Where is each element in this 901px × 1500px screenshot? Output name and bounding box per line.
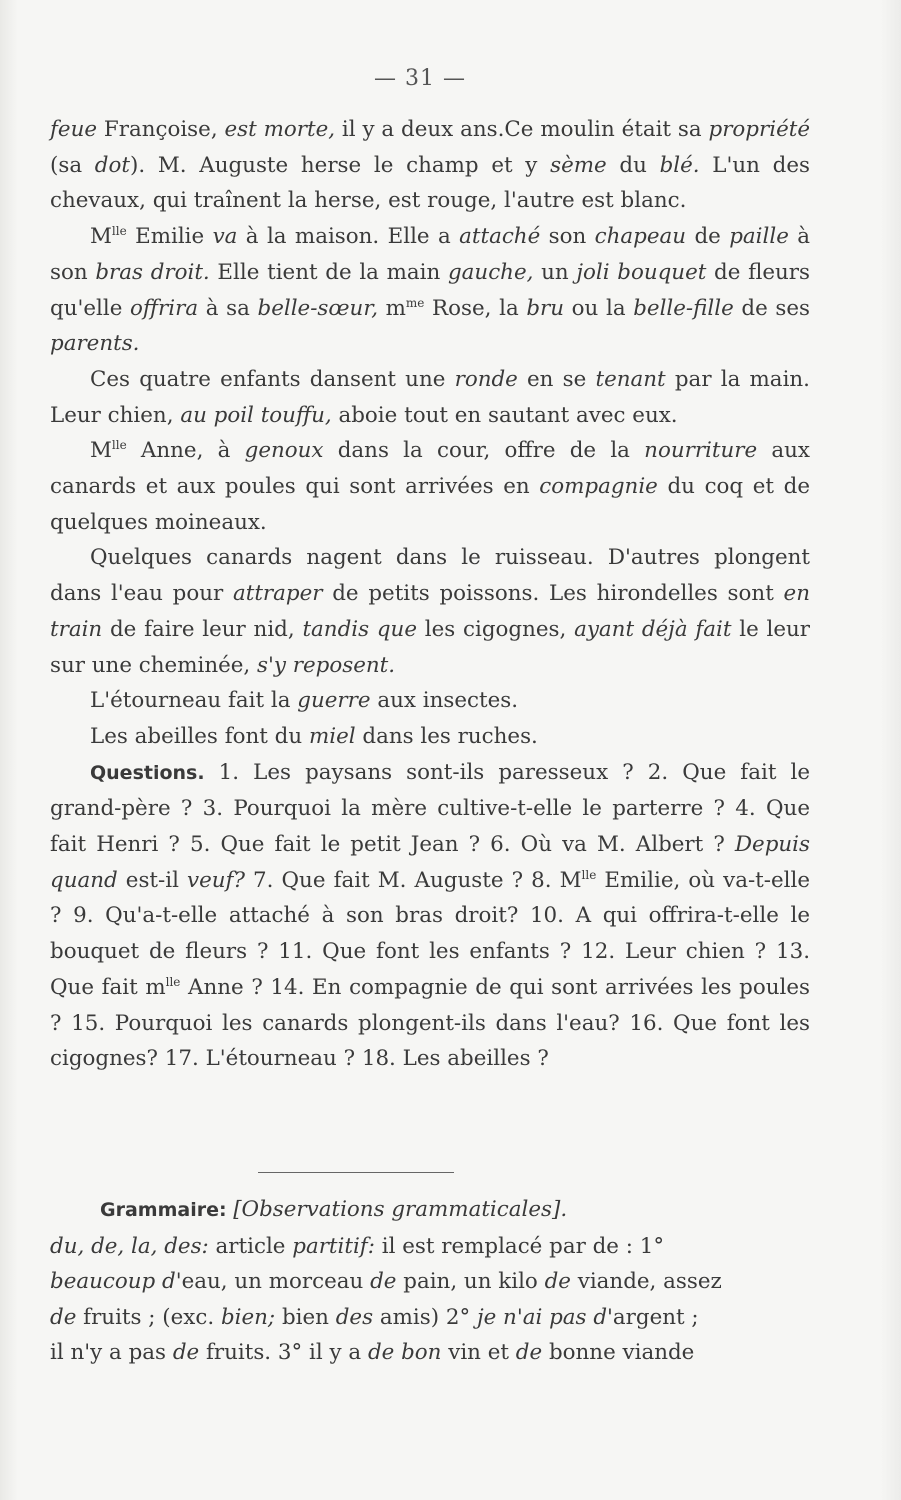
section-divider <box>258 1172 454 1173</box>
text-run: de faire leur nid, <box>102 616 303 642</box>
text-run: aboie tout en sautant avec eux. <box>331 402 678 428</box>
italic-text: va <box>212 224 238 250</box>
text-run: viande, assez <box>570 1269 722 1294</box>
italic-text: guerre <box>297 688 371 714</box>
text-run: Les abeilles font du <box>90 723 309 749</box>
text-run: Elle tient de la main <box>209 259 448 285</box>
italic-text: genoux <box>244 438 324 464</box>
italic-text: dot <box>94 152 130 178</box>
italic-text: ayant déjà fait <box>574 616 732 642</box>
grammar-subtitle: [Observations grammaticales]. <box>233 1197 568 1222</box>
text-run: bien <box>275 1304 336 1330</box>
italic-text: feue <box>50 117 98 142</box>
text-run: fruits. 3° il y a <box>199 1340 368 1365</box>
italic-text: attraper <box>232 581 323 607</box>
paragraph <box>50 540 810 683</box>
text-run: Quelques canards nagent dans le ruisseau. D'autres plongent dans l'eau pour <box>50 545 810 607</box>
superscript: lle <box>111 438 127 453</box>
text-run: son <box>540 224 595 250</box>
text-run: 7. Que fait M. Auguste ? 8. M <box>244 867 582 893</box>
superscript: me <box>405 295 425 310</box>
italic-text: nourriture <box>644 438 758 464</box>
italic-text: compagnie <box>539 474 658 500</box>
text-run: le leur sur une cheminée, <box>50 616 811 678</box>
text-run: argent ; <box>612 1304 699 1330</box>
text-run: de fleurs qu'elle <box>50 259 811 321</box>
questions-label: Questions. <box>90 761 205 784</box>
italic-text: en train <box>50 581 810 642</box>
text-run: M <box>90 438 112 464</box>
italic-text: bras droit. <box>95 259 210 285</box>
text-run: de petits poissons. Les hirondelles sont <box>322 581 784 607</box>
italic-text: gauche, <box>447 259 534 285</box>
text-run: il est remplacé par de : 1° <box>374 1233 665 1259</box>
grammar-line <box>50 1264 820 1300</box>
text-run: ). M. Auguste herse le champ et y <box>129 152 551 178</box>
text-run: en se <box>517 366 596 392</box>
italic-text: belle-fille <box>633 295 734 321</box>
superscript: lle <box>581 867 597 882</box>
italic-text: de <box>50 1304 77 1330</box>
text-run: Emilie, où va-t-elle ? 9. Qu'a-t-elle attaché à son bras droit? 10. A qui offrira-t-elle le bouquet de fleurs ? 11. Que font les enfants ? 12. Leur chien ? 13. Que fait m <box>50 867 810 1000</box>
italic-text: du, de, la, des: <box>50 1233 209 1259</box>
italic-text: Depuis quand <box>50 832 810 893</box>
text-run: Rose, la <box>424 295 527 321</box>
italic-text: de <box>515 1340 543 1365</box>
text-run: m <box>378 295 406 321</box>
text-run: de ses <box>733 295 810 321</box>
italic-text: tandis que <box>302 616 417 642</box>
text-run: du <box>606 152 660 178</box>
italic-text: attaché <box>459 224 541 250</box>
italic-text: paille <box>729 224 789 250</box>
text-run: il y a deux ans.Ce moulin était sa <box>335 117 709 142</box>
text-run: L'un des chevaux, qui traînent la herse, est rouge, l'autre est blanc. <box>50 152 810 214</box>
italic-text: beaucoup d' <box>50 1269 182 1294</box>
text-run: de <box>686 224 730 250</box>
text-run: aux canards et aux poules qui sont arrivées en <box>50 438 810 500</box>
italic-text: de <box>544 1269 571 1294</box>
paragraph <box>50 755 810 1077</box>
text-run: amis) 2° <box>373 1304 477 1330</box>
italic-text: au poil touffu, <box>180 402 332 428</box>
paragraph <box>50 433 810 540</box>
italic-text: des <box>335 1304 374 1330</box>
grammar-line <box>50 1335 820 1371</box>
italic-text: chapeau <box>594 224 687 250</box>
italic-text: de <box>172 1340 200 1365</box>
text-run: fruits ; (exc. <box>76 1304 221 1330</box>
text-run: ou la <box>564 295 634 321</box>
italic-text: bien; <box>220 1304 276 1330</box>
paragraph <box>50 362 810 433</box>
italic-text: je n'ai pas d' <box>476 1304 613 1330</box>
text-run: est-il <box>117 867 188 893</box>
italic-text: est morte, <box>224 117 336 142</box>
text-run: (sa <box>50 152 95 178</box>
text-run: L'étourneau fait la <box>90 688 298 714</box>
superscript: lle <box>111 223 127 238</box>
italic-text: bru <box>526 295 565 321</box>
text-run: 1. Les paysans sont-ils paresseux ? 2. Que fait le grand-père ? 3. Pourquoi la mère cultive-t-elle le parterre ? 4. Que fait Henri ? 5. Que fait le petit Jean ? 6. Où va M. Albert ? <box>50 759 810 858</box>
italic-text: veuf? <box>187 867 245 893</box>
grammar-heading: Grammaire: [Observations grammaticales]. <box>100 1197 568 1222</box>
italic-text: offrira <box>130 295 199 321</box>
italic-text: tenant <box>595 366 666 392</box>
text-run: par la main. Leur chien, <box>50 366 810 428</box>
text-run: Anne ? 14. En compagnie de qui sont arrivées les poules ? 15. Pourquoi les canards plongent-ils dans l'eau? 16. Que font les cigognes? 17. L'étourneau ? 18. Les abeilles ? <box>50 974 810 1072</box>
text-run: aux insectes. <box>370 688 519 714</box>
italic-text: ronde <box>454 366 518 392</box>
italic-text: joli bouquet <box>576 259 707 285</box>
italic-text: sème <box>550 152 607 178</box>
text-run: Ces quatre enfants dansent une <box>90 366 455 392</box>
body-text <box>50 112 810 1077</box>
grammar-lines <box>50 1229 820 1371</box>
text-run: Emilie <box>126 224 213 250</box>
grammar-section <box>50 1192 820 1371</box>
text-run: pain, un kilo <box>396 1269 545 1294</box>
text-run: eau, un morceau <box>181 1269 371 1294</box>
text-run: Françoise, <box>97 117 225 142</box>
italic-text: s'y reposent. <box>257 652 396 678</box>
text-run: un <box>533 259 577 285</box>
italic-text: belle-sœur, <box>257 295 378 321</box>
italic-text: partitif: <box>292 1233 375 1259</box>
italic-text: parents. <box>50 331 140 357</box>
italic-text: miel <box>308 723 356 749</box>
text-run: il n'y a pas <box>50 1340 173 1365</box>
superscript: lle <box>165 974 181 989</box>
paragraph <box>50 719 810 755</box>
grammar-line <box>50 1300 820 1336</box>
text-run: dans la cour, offre de la <box>323 438 645 464</box>
text-run: à son <box>50 224 811 285</box>
text-run: à la maison. Elle a <box>237 224 460 250</box>
text-run: M <box>90 224 112 250</box>
italic-text: propriété <box>708 117 810 142</box>
italic-text: blé. <box>659 152 700 178</box>
paragraph <box>50 683 810 719</box>
italic-text: de <box>370 1269 397 1294</box>
page-number: — 31 — <box>374 66 466 91</box>
text-run: Anne, à <box>126 438 245 464</box>
paragraph <box>50 112 810 219</box>
text-run: du coq et de quelques moineaux. <box>50 474 810 535</box>
text-run: vin et <box>441 1340 516 1365</box>
text-run: à sa <box>198 295 258 321</box>
italic-text: de bon <box>367 1340 442 1365</box>
text-run: bonne viande <box>542 1340 695 1365</box>
grammar-line <box>50 1229 820 1265</box>
paragraph <box>50 219 810 362</box>
text-run: dans les ruches. <box>355 723 538 749</box>
grammar-title: Grammaire <box>100 1199 219 1221</box>
text-run: les cigognes, <box>416 616 575 642</box>
text-run: article <box>208 1233 293 1259</box>
